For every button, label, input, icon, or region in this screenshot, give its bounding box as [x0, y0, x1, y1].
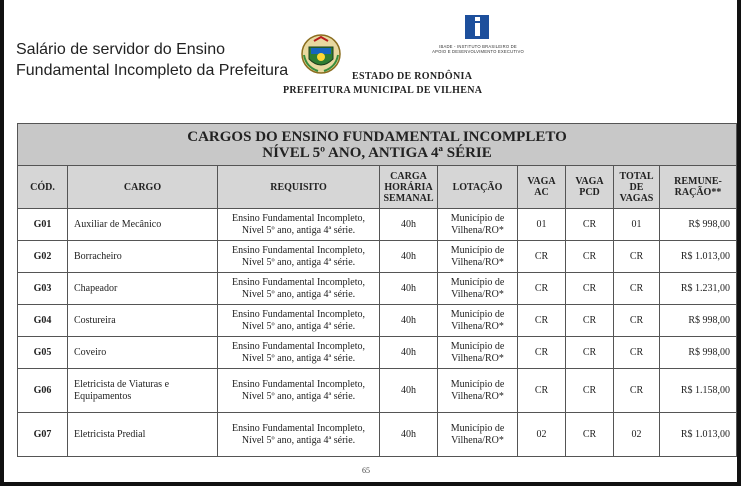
caption — [16, 39, 288, 81]
header-vaga-ac: VAGA AC — [518, 166, 566, 209]
cell-vaga-pcd: CR — [566, 209, 614, 241]
cell-total: 02 — [614, 413, 660, 457]
cell-cargo: Chapeador — [68, 273, 218, 305]
cell-cod: G04 — [18, 305, 68, 337]
cell-lotacao: Município de Vilhena/RO* — [438, 413, 518, 457]
cell-remuneracao: R$ 1.158,00 — [660, 369, 737, 413]
cell-remuneracao: R$ 1.013,00 — [660, 241, 737, 273]
header-cargo: CARGO — [68, 166, 218, 209]
cell-vaga-ac: CR — [518, 273, 566, 305]
cell-vaga-pcd: CR — [566, 413, 614, 457]
header-carga: CARGA HORÁRIA SEMANAL — [380, 166, 438, 209]
cell-total: CR — [614, 337, 660, 369]
cell-carga: 40h — [380, 337, 438, 369]
cell-cod: G06 — [18, 369, 68, 413]
cell-lotacao: Município de Vilhena/RO* — [438, 209, 518, 241]
cell-cod: G01 — [18, 209, 68, 241]
cell-vaga-ac: CR — [518, 241, 566, 273]
cell-total: 01 — [614, 209, 660, 241]
cell-remuneracao: R$ 998,00 — [660, 337, 737, 369]
table-row — [18, 209, 737, 241]
cell-vaga-pcd: CR — [566, 337, 614, 369]
table-row — [18, 413, 737, 457]
cell-cargo: Auxiliar de Mecânico — [68, 209, 218, 241]
cell-requisito: Ensino Fundamental Incompleto, Nível 5º ano, antiga 4ª série. — [218, 413, 380, 457]
cell-vaga-ac: 02 — [518, 413, 566, 457]
ibade-logo-icon — [462, 12, 492, 42]
cell-lotacao: Município de Vilhena/RO* — [438, 241, 518, 273]
cell-vaga-pcd: CR — [566, 241, 614, 273]
cell-requisito: Ensino Fundamental Incompleto, Nível 5º ano, antiga 4ª série. — [218, 209, 380, 241]
cell-requisito: Ensino Fundamental Incompleto, Nível 5º ano, antiga 4ª série. — [218, 241, 380, 273]
cell-cargo: Eletricista Predial — [68, 413, 218, 457]
cell-carga: 40h — [380, 413, 438, 457]
page-number: 65 — [362, 466, 370, 475]
cell-cargo: Coveiro — [68, 337, 218, 369]
cell-remuneracao: R$ 998,00 — [660, 209, 737, 241]
cell-requisito: Ensino Fundamental Incompleto, Nível 5º ano, antiga 4ª série. — [218, 369, 380, 413]
cell-cod: G07 — [18, 413, 68, 457]
cell-requisito: Ensino Fundamental Incompleto, Nível 5º ano, antiga 4ª série. — [218, 337, 380, 369]
table-row — [18, 337, 737, 369]
header-remuneracao: REMUNE-RAÇÃO** — [660, 166, 737, 209]
cell-cod: G05 — [18, 337, 68, 369]
cell-vaga-ac: CR — [518, 305, 566, 337]
table-row — [18, 241, 737, 273]
cell-requisito: Ensino Fundamental Incompleto, Nível 5º ano, antiga 4ª série. — [218, 273, 380, 305]
caption-line-2: Fundamental Incompleto da Prefeitura — [16, 62, 289, 79]
cell-cargo: Borracheiro — [68, 241, 218, 273]
cell-total: CR — [614, 273, 660, 305]
cargos-table — [17, 123, 737, 457]
cell-total: CR — [614, 305, 660, 337]
rondonia-coat-of-arms-icon — [300, 33, 342, 75]
cell-remuneracao: R$ 998,00 — [660, 305, 737, 337]
cell-carga: 40h — [380, 241, 438, 273]
cell-vaga-ac: CR — [518, 369, 566, 413]
cell-cargo: Costureira — [68, 305, 218, 337]
cell-cod: G03 — [18, 273, 68, 305]
table-title — [18, 124, 737, 166]
table-title-line-1: CARGOS DO ENSINO FUNDAMENTAL INCOMPLETO — [187, 128, 567, 145]
cell-requisito: Ensino Fundamental Incompleto, Nível 5º ano, antiga 4ª série. — [218, 305, 380, 337]
caption-line-1: Salário de servidor do Ensino — [16, 41, 226, 58]
cell-total: CR — [614, 369, 660, 413]
cell-lotacao: Município de Vilhena/RO* — [438, 337, 518, 369]
cell-remuneracao: R$ 1.013,00 — [660, 413, 737, 457]
cell-vaga-ac: CR — [518, 337, 566, 369]
header-cod: CÓD. — [18, 166, 68, 209]
table-row — [18, 305, 737, 337]
cell-vaga-pcd: CR — [566, 305, 614, 337]
state-name: ESTADO DE RONDÔNIA — [352, 71, 473, 82]
cell-vaga-pcd: CR — [566, 273, 614, 305]
cell-lotacao: Município de Vilhena/RO* — [438, 369, 518, 413]
ibade-logo — [432, 12, 524, 58]
cell-remuneracao: R$ 1.231,00 — [660, 273, 737, 305]
table-row — [18, 273, 737, 305]
cell-carga: 40h — [380, 305, 438, 337]
ibade-logo-text: IBADE - INSTITUTO BRASILEIRO DE APOIO E DESENVOLVIMENTO EXECUTIVO — [432, 44, 524, 54]
cell-cargo: Eletricista de Viaturas e Equipamentos — [68, 369, 218, 413]
cell-carga: 40h — [380, 369, 438, 413]
cell-total: CR — [614, 241, 660, 273]
table-row — [18, 369, 737, 413]
header-total: TOTAL DE VAGAS — [614, 166, 660, 209]
cell-vaga-ac: 01 — [518, 209, 566, 241]
header-vaga-pcd: VAGA PCD — [566, 166, 614, 209]
cell-vaga-pcd: CR — [566, 369, 614, 413]
header-lotacao: LOTAÇÃO — [438, 166, 518, 209]
table-header — [18, 166, 737, 209]
cell-lotacao: Município de Vilhena/RO* — [438, 305, 518, 337]
cell-carga: 40h — [380, 273, 438, 305]
table-title-line-2: NÍVEL 5º ANO, ANTIGA 4ª SÉRIE — [262, 144, 492, 161]
header-requisito: REQUISITO — [218, 166, 380, 209]
cell-lotacao: Município de Vilhena/RO* — [438, 273, 518, 305]
cell-cod: G02 — [18, 241, 68, 273]
cell-carga: 40h — [380, 209, 438, 241]
prefeitura-name: PREFEITURA MUNICIPAL DE VILHENA — [283, 85, 483, 96]
